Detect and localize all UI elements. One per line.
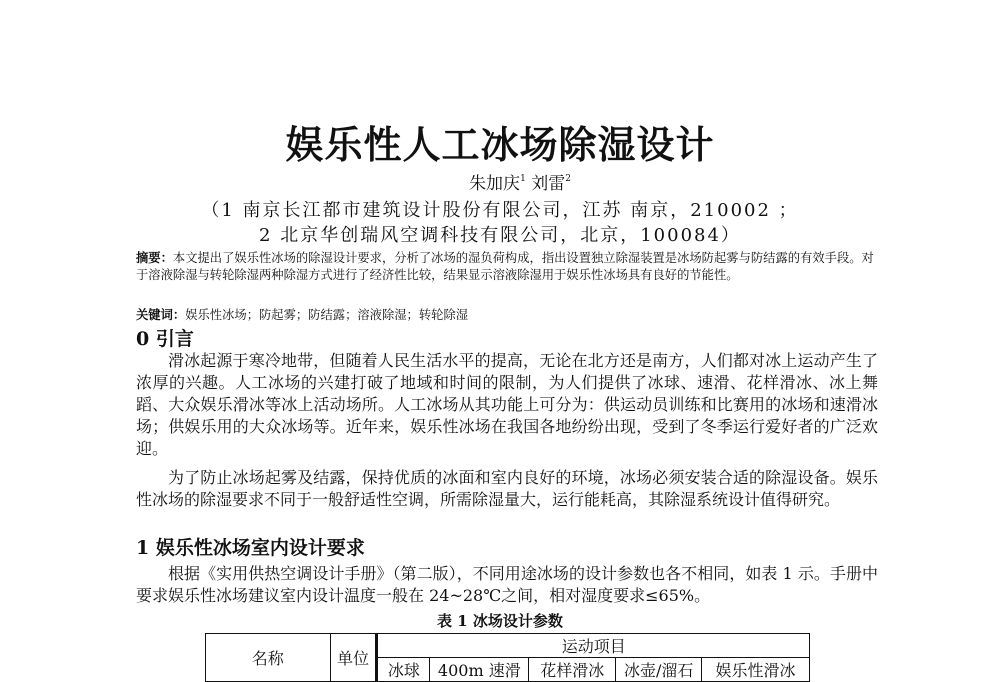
affiliation-2: 2 北京华创瑞风空调科技有限公司，北京，100084）	[259, 225, 741, 246]
section-heading-design-requirements: 1 娱乐性冰场室内设计要求	[136, 537, 365, 559]
keywords-label: 关键词：	[136, 308, 186, 322]
body-paragraph: 根据《实用供热空调设计手册》（第二版），不同用途冰场的设计参数也各不相同，如表 1 示。手册中要求娱乐性冰场建议室内设计温度一般在 24~28℃之间，相对湿度要求≤65%。	[136, 564, 878, 605]
author-line	[0, 168, 1000, 195]
abstract-text: 本文提出了娱乐性冰场的除湿设计要求，分析了冰场的湿负荷构成，指出设置独立除湿装置是冰场防起雾与防结露的有效手段。对于溶液除湿与转轮除湿两种除湿方式进行了经济性比较，结果显示溶液除湿用于娱乐性冰场具有良好的节能性。	[136, 251, 874, 282]
paper-title: 娱乐性人工冰场除湿设计	[285, 123, 715, 167]
author-affiliation-mark: 1	[520, 174, 526, 184]
table-caption: 表 1 冰场设计参数	[437, 612, 563, 630]
table-header-sport-group: 运动项目	[377, 634, 810, 658]
table-subheader-cell: 冰壶/溜石	[616, 658, 702, 682]
table-subheader-cell: 冰球	[377, 658, 430, 682]
table-header-name: 名称	[206, 634, 331, 682]
section-heading-introduction: 0 引言	[136, 328, 194, 350]
table-subheader-cell: 娱乐性滑冰	[702, 658, 810, 682]
affiliation-1: （1 南京长江都市建筑设计股份有限公司，江苏 南京，210002 ；	[201, 200, 799, 221]
abstract	[136, 250, 876, 284]
table-header-row	[206, 634, 810, 658]
keywords-text: 娱乐性冰场；防起雾；防结露；溶液除湿；转轮除湿	[185, 308, 469, 322]
abstract-label: 摘要：	[136, 251, 173, 265]
author-name: 刘雷	[531, 174, 566, 194]
author-affiliation-mark: 2	[565, 174, 571, 184]
table-header-unit: 单位	[330, 634, 377, 682]
keywords	[136, 307, 876, 324]
author-name: 朱加庆	[469, 174, 521, 194]
body-paragraph: 滑冰起源于寒冷地带，但随着人民生活水平的提高，无论在北方还是南方，人们都对冰上运动产生了浓厚的兴趣。人工冰场的兴建打破了地域和时间的限制，为人们提供了冰球、速滑、花样滑冰、冰上舞蹈、大众娱乐滑冰等冰上活动场所。人工冰场从其功能上可分为：供运动员训练和比赛用的冰场和速滑冰场；供娱乐用的大众冰场等。近年来，娱乐性冰场在我国各地纷纷出现，受到了冬季运行爱好者的广泛欢迎。	[136, 351, 878, 458]
table-subheader-cell: 400m 速滑	[430, 658, 529, 682]
body-paragraph: 为了防止冰场起雾及结露，保持优质的冰面和室内良好的环境，冰场必须安装合适的除湿设备。娱乐性冰场的除湿要求不同于一般舒适性空调，所需除湿量大，运行能耗高，其除湿系统设计值得研究。	[136, 468, 878, 509]
table-subheader-cell: 花样滑冰	[529, 658, 616, 682]
